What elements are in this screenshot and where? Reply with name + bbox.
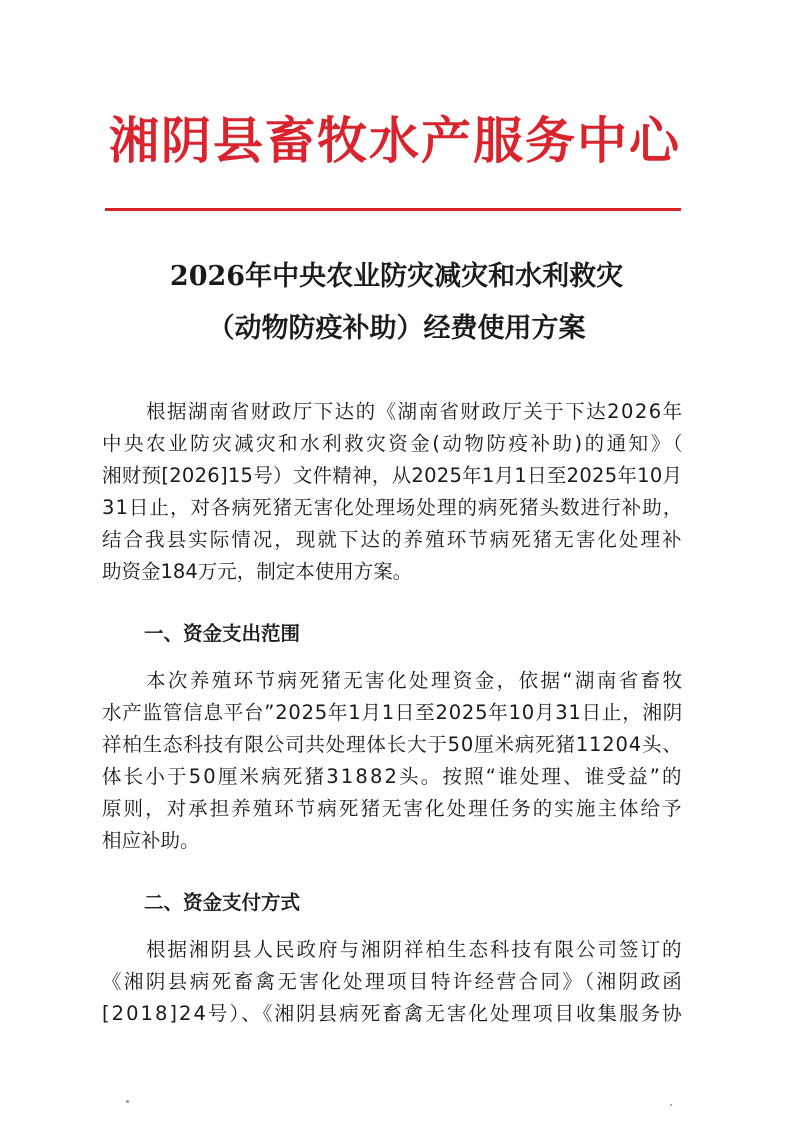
intro-line: 根据湖南省财政厅下达的《湖南省财政厅关于下达2026年 [146, 400, 684, 423]
scan-speck [670, 1104, 672, 1106]
section1-line: 水产监管信息平台”2025年1月1日至2025年10月31日止，湘阴 [102, 701, 684, 724]
organization-letterhead: 湘阴县畜牧水产服务中心 [109, 112, 681, 170]
section-heading-payment: 二、资金支付方式 [144, 891, 301, 914]
intro-line: 中央农业防灾减灾和水利救灾资金(动物防疫补助)的通知》（ [102, 432, 685, 455]
section1-line: 本次养殖环节病死猪无害化处理资金，依据“湖南省畜牧 [146, 669, 685, 692]
document-title-line-2: （动物防疫补助）经费使用方案 [207, 313, 586, 344]
letterhead-divider [105, 208, 681, 211]
intro-line: 31日止，对各病死猪无害化处理场处理的病死猪头数进行补助， [102, 496, 684, 519]
intro-line: 助资金184万元，制定本使用方案。 [102, 560, 413, 583]
section2-line: 根据湘阴县人民政府与湘阴祥柏生态科技有限公司签订的 [146, 938, 684, 961]
section1-line: 原则，对承担养殖环节病死猪无害化处理任务的实施主体给予 [102, 797, 684, 820]
intro-line: 结合我县实际情况，现就下达的养殖环节病死猪无害化处理补 [102, 528, 684, 551]
section2-line: 《湘阴县病死畜禽无害化处理项目特许经营合同》（湘阴政函 [102, 970, 685, 993]
section1-line: 相应补助。 [102, 829, 200, 852]
scan-speck [126, 1100, 129, 1103]
section2-line: [2018]24号）、《湘阴县病死畜禽无害化处理项目收集服务协 [102, 1002, 684, 1025]
section1-line: 祥柏生态科技有限公司共处理体长大于50厘米病死猪11204头、 [102, 733, 683, 756]
section1-line: 体长小于50厘米病死猪31882头。按照“谁处理、谁受益”的 [102, 765, 684, 788]
intro-line: 湘财预[2026]15号）文件精神，从2025年1月1日至2025年10月 [102, 464, 683, 487]
section-heading-scope: 一、资金支出范围 [144, 622, 301, 645]
document-title-line-1: 2026年中央农业防灾减灾和水利救灾 [169, 261, 624, 292]
